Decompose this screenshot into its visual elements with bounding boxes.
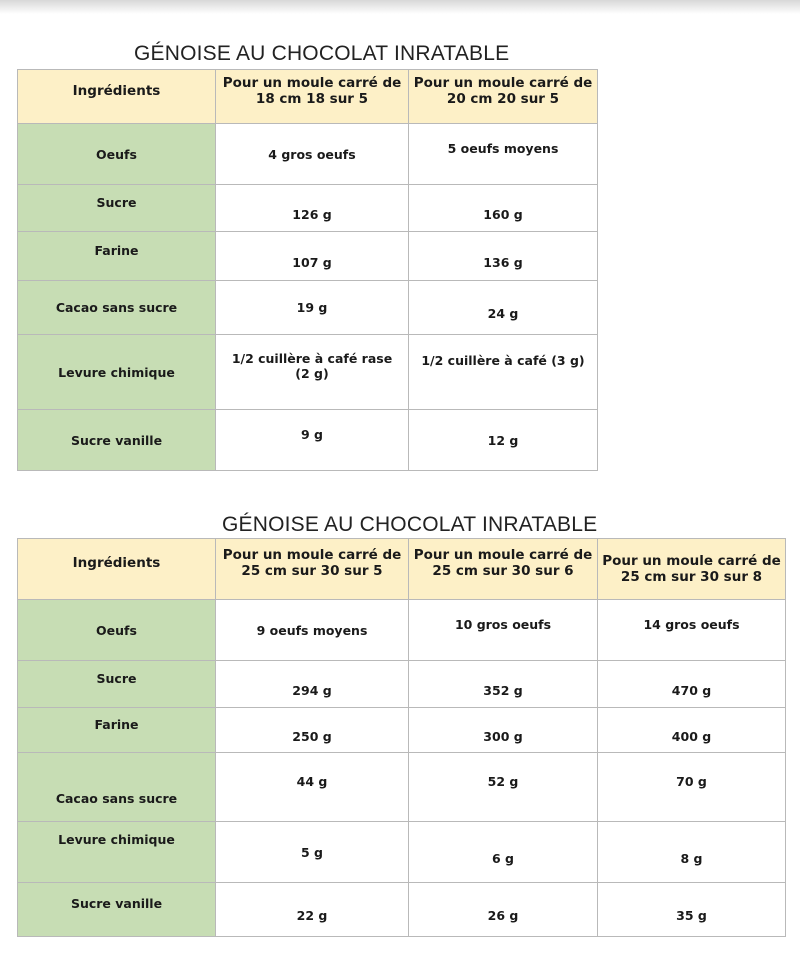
ingredient-cell: Cacao sans sucre xyxy=(18,281,216,335)
value-cell: 14 gros oeufs xyxy=(598,600,786,661)
top-edge-shadow xyxy=(0,0,800,14)
value-cell: 126 g xyxy=(216,185,409,232)
value-cell: 300 g xyxy=(409,708,598,753)
value-cell: 10 gros oeufs xyxy=(409,600,598,661)
value-cell: 136 g xyxy=(409,232,598,281)
header-size-18: Pour un moule carré de 18 cm 18 sur 5 xyxy=(216,70,409,124)
value-cell: 294 g xyxy=(216,661,409,708)
value-cell: 1/2 cuillère à café (3 g) xyxy=(409,335,598,410)
value-cell: 8 g xyxy=(598,822,786,883)
table-row xyxy=(18,600,786,661)
ingredient-cell: Cacao sans sucre xyxy=(18,753,216,822)
value-cell: 5 g xyxy=(216,822,409,883)
value-cell: 70 g xyxy=(598,753,786,822)
value-cell: 400 g xyxy=(598,708,786,753)
header-size-20: Pour un moule carré de 20 cm 20 sur 5 xyxy=(409,70,598,124)
table-row xyxy=(18,410,598,471)
ingredient-cell: Sucre xyxy=(18,185,216,232)
header-size-30x5: Pour un moule carré de 25 cm sur 30 sur 5 xyxy=(216,539,409,600)
value-cell: 250 g xyxy=(216,708,409,753)
ingredient-cell: Oeufs xyxy=(18,124,216,185)
ingredient-cell: Oeufs xyxy=(18,600,216,661)
table-row xyxy=(18,708,786,753)
ingredient-cell: Farine xyxy=(18,232,216,281)
ingredient-cell: Sucre vanille xyxy=(18,410,216,471)
ingredient-cell: Levure chimique xyxy=(18,335,216,410)
value-cell: 6 g xyxy=(409,822,598,883)
table-row xyxy=(18,281,598,335)
value-cell: 44 g xyxy=(216,753,409,822)
table2-title: GÉNOISE AU CHOCOLAT INRATABLE xyxy=(222,513,598,536)
value-cell: 19 g xyxy=(216,281,409,335)
value-cell: 22 g xyxy=(216,883,409,937)
table-row xyxy=(18,232,598,281)
value-cell: 1/2 cuillère à café rase (2 g) xyxy=(216,335,409,410)
value-cell: 9 oeufs moyens xyxy=(216,600,409,661)
recipe-table-1 xyxy=(17,69,598,471)
table-row xyxy=(18,822,786,883)
table1-title: GÉNOISE AU CHOCOLAT INRATABLE xyxy=(134,42,510,65)
table-row xyxy=(18,661,786,708)
value-cell: 35 g xyxy=(598,883,786,937)
table-row xyxy=(18,124,598,185)
header-size-30x6: Pour un moule carré de 25 cm sur 30 sur 6 xyxy=(409,539,598,600)
table-row xyxy=(18,335,598,410)
table-row xyxy=(18,185,598,232)
value-cell: 52 g xyxy=(409,753,598,822)
value-cell: 107 g xyxy=(216,232,409,281)
ingredient-cell: Sucre xyxy=(18,661,216,708)
value-cell: 12 g xyxy=(409,410,598,471)
recipe-table-2 xyxy=(17,538,786,937)
value-cell: 470 g xyxy=(598,661,786,708)
header-ingredients: Ingrédients xyxy=(18,70,216,124)
value-cell: 5 oeufs moyens xyxy=(409,124,598,185)
header-ingredients: Ingrédients xyxy=(18,539,216,600)
value-cell: 160 g xyxy=(409,185,598,232)
value-cell: 9 g xyxy=(216,410,409,471)
ingredient-cell: Sucre vanille xyxy=(18,883,216,937)
table-header-row xyxy=(18,539,786,600)
table-row xyxy=(18,883,786,937)
ingredient-cell: Levure chimique xyxy=(18,822,216,883)
value-cell: 4 gros oeufs xyxy=(216,124,409,185)
value-cell: 352 g xyxy=(409,661,598,708)
table-header-row xyxy=(18,70,598,124)
value-cell: 26 g xyxy=(409,883,598,937)
ingredient-cell: Farine xyxy=(18,708,216,753)
table-row xyxy=(18,753,786,822)
value-cell: 24 g xyxy=(409,281,598,335)
header-size-30x8: Pour un moule carré de 25 cm sur 30 sur 8 xyxy=(598,539,786,600)
